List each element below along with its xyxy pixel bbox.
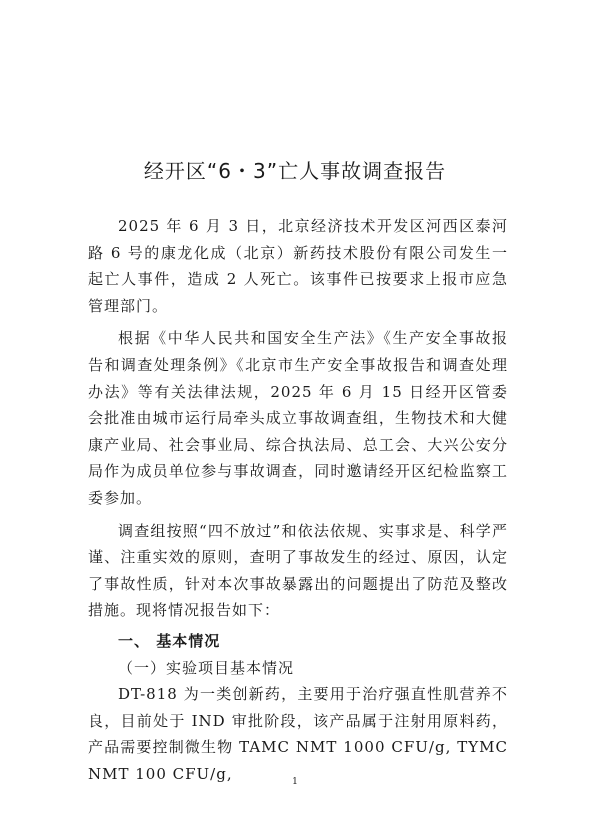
paragraph-incident-summary: 2025 年 6 月 3 日，北京经济技术开发区河西区泰河路 6 号的康龙化成（北京）新药技术股份有限公司发生一起亡人事件，造成 2 人死亡。该事件已按要求上报市应急管理部门。 [88, 217, 508, 315]
page-number: 1 [292, 777, 298, 787]
paragraph-project-description: DT-818 为一类创新药，主要用于治疗强直性肌营养不良，目前处于 IND 审批阶段，该产品属于注射用原料药，产品需要控制微生物 TAMC NMT 1000 CFU/g, TYMC NMT 100 CFU/g, [88, 685, 508, 783]
document-body [88, 213, 508, 787]
subsection-heading-project-info: （一）实验项目基本情况 [118, 658, 295, 677]
paragraph-legal-basis: 根据《中华人民共和国安全生产法》《生产安全事故报告和调查处理条例》《北京市生产安全事故报告和调查处理办法》等有关法律法规，2025 年 6 月 15 日经开区管委会批准由城市运行局牵头成立事故调查组，生物技术和大健康产业局、社会事业局、综合执法局、总工会、大兴公安分局作为成员单位参与事故调查，同时邀请经开区纪检监察工委参加。 [88, 329, 508, 507]
paragraph-investigation-principles: 调查组按照“四不放过”和依法依规、实事求是、科学严谨、注重实效的原则，查明了事故发生的经过、原因，认定了事故性质，针对本次事故暴露出的问题提出了防范及整改措施。现将情况报告如下： [88, 521, 508, 620]
document-title: 经开区“6・3”亡人事故调查报告 [143, 159, 447, 183]
section-heading-basic-info: 一、 基本情况 [118, 631, 221, 650]
